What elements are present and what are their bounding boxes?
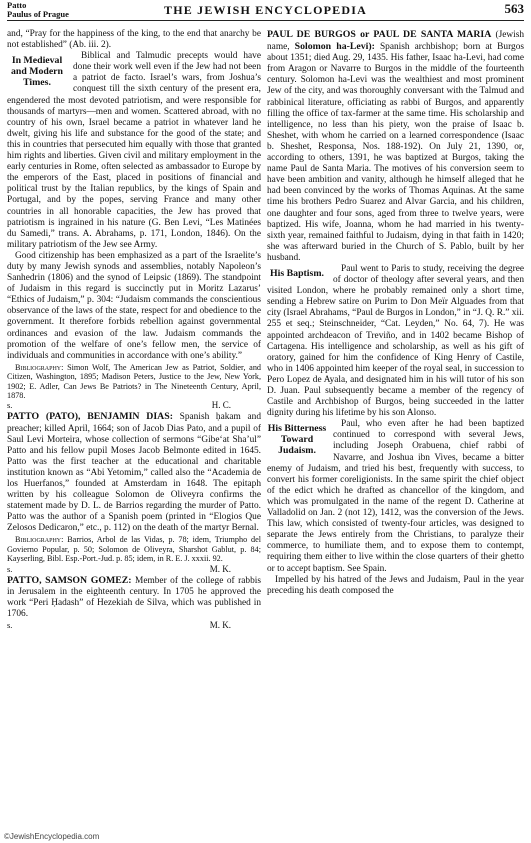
- patriotism-intro-paragraph: and, “Pray for the happiness of the king, to the end that anarchy be not established” (Ab. iii. 2).: [7, 29, 261, 51]
- right-column: [267, 29, 524, 631]
- signature-class: s.: [7, 400, 13, 411]
- page-number: 563: [504, 1, 524, 16]
- signature-class: s.: [7, 563, 13, 574]
- article-text: Spanish archbishop; born at Burgos about 1351; died Aug. 29, 1435. His father, Isaac ha-Levi, had come from Aragon or Navarre to Burgos in the middle of the fourteenth century. Solomon ha-Levi was the wealthiest and most prominent Jew of the city, and was thoroughly conversant with the Talmud and rabbinical literature, officiating as rabbi of Burgos, and apparently filling the office of tax-farmer at the same time. His scholarship and intelligence, no less than his piety, won the praise of Isaac b. Sheshet, with whom he carried on a learned correspondence (Isaac b. Sheshet, Responsa, Nos. 188-192). On July 21, 1390, or, according to others, 1391, he was baptized at Burgos, taking the name Paul de Santa Maria. The motives of his conversion seem to have been ambition and vanity, although he himself alleged that he had been convinced by the works of Thomas Aquinas. At the same time his brothers Pedro Suarez and Alvar Garcia, and his children, one daughter and four sons, aged from three to twelve years, were baptized. His wife, Joanna, whom he had married in his twenty-sixth year, remained faithful to Judaism, dying in that faith in 1420; she was afterward buried in the Church of S. Pablo, built by her husband.: [267, 42, 525, 263]
- side-heading-baptism: His Baptism.: [270, 267, 324, 279]
- jewish-name: Solomon ha-Levi):: [294, 41, 375, 53]
- signature-author: H. C.: [211, 400, 231, 411]
- bibliography-text: Simon Wolf, The American Jew as Patriot, Soldier, and Citizen, Washington, 1895; Madison Peters, Justice to the Jew, New York, 1902; E. Adler, Can Jews Be Patriots? in The Nineteenth Century, April, 1878.: [7, 362, 262, 401]
- paris-paragraph-text: Paul went to Paris to study, receiving the degree of doctor of theology after several years, and then visited London, where he probably remained only a short time, sending a Hebrew satire on Purim to Don Meïr Alguades from that city (Israel Abrahams, “Paul de Burgos in London,” in “J. Q. R.” xii. 255 et seq.; Steinschneider, “Cat. Leyden,” No. 64, 7). He was appointed archdeacon of Treviño, and in 1402 became Bishop of Cartagena. His intelligence and scholarship, as well as his gift of oratory, gained for him the confidence of King Henry of Castile, who in 1406 appointed him keeper of the royal seal, in succession to Pero Lopez de Ayala, and designated him in his will tutor of his son D. Juan. Paul subsequently became a member of the regency of Castile and Archbishop of Burgos, being succeeded in the latter dignity during his lifetime by his son Alonso.: [267, 263, 524, 419]
- running-head-last-entry: Paulus of Prague: [7, 8, 69, 19]
- bibliography-text: Barrios, Arbol de las Vidas, p. 78; idem, Triumpho del Govierno Popular, p. 50; Solomon de Oliveyra, Sharshot Gablut, p. 84; Kayserling, Bibl. Esp.-Port.-Jud. p. 85; idem, in R. E. J. xxxii. 92.: [7, 535, 261, 564]
- running-head-first-entry: Patto: [7, 0, 27, 10]
- bibliography-label: Bibliography:: [15, 535, 64, 545]
- patriotism-biblical-paragraph: [7, 51, 261, 251]
- signature-author: M. K.: [209, 620, 231, 631]
- bitterness-paragraph: [267, 419, 524, 574]
- biblical-paragraph-text: Biblical and Talmudic precepts would have done their work well even if the Jew had not been a patriot de facto. Israel’s wars, from Joshua’s conquest till the sixth century of the present era, engendered the most devoted patriotism, and were responsible for thousands of martyrs—men and women. Scattered abroad, with no country of his own, Israel became a patriot in whatever land he dwelt, giving his life and substance for the good of the state; and this in countries that persecuted him equally with those that granted him rights and liberties. Given civil and military employment in the early centuries in Rome, often selected as ambassador to Europe by the emperors of the East, placed in positions of financial and political trust by the Italian republics, by the kings of Spain and Portugal, and by the popes, serving France and many other countries in all honorable capacities, the Jew has proved that patriotism is ingrained in his nature (G. Ben Levi, “Les Matinées du Samedi,” trans. A. Abrahams, p. 171, London, 1846). On the military patriotism of the Jew see Army.: [7, 51, 261, 250]
- bibliography-label: Bibliography:: [15, 362, 64, 372]
- side-heading-medieval-modern: In Medieval and Modern Times.: [11, 55, 63, 89]
- signature-class: s.: [7, 620, 13, 631]
- paris-paragraph: [267, 264, 524, 419]
- bitterness-paragraph-text: Paul, who even after he had been baptized continued to correspond with several Jews, including Joseph Orabuena, chief rabbi of Navarre, and Joshua ibn Vives, became a bitter enemy of Judaism, and tried his best, frequently with success, to convert his former coreligionists. In the same spirit the chief object of the edict which he drafted as chancellor of the kingdom, and which was promulgated in the name of the regent D. Catherine at Valladolid on Jan. 2 (not 12), 1412, was the conversion of the Jews. This law, which consisted of twenty-four articles, was designed to separate the Jews entirely from the Christians, to paralyze their commerce, to humiliate them, and to expose them to contempt, requiring them either to live within the close quarters of their ghetto or to accept baptism. See Spain.: [267, 419, 524, 574]
- signature-author: M. K.: [209, 563, 231, 574]
- page-header: [7, 0, 524, 21]
- impelled-paragraph: Impelled by his hatred of the Jews and Judaism, Paul in the year preceding his death composed the: [267, 574, 524, 596]
- citizenship-paragraph: Good citizenship has been emphasized as a part of the Israelite’s duty by many Jewish synods and assemblies, notably Napoleon’s Sanhedrin (1806) and the synod of Leipsic (1869). The standpoint of Judaism in this regard is succinctly put in Moritz Lazarus’ “Ethics of Judaism,” p. 304: “Judaism commands the conscientious observance of the laws of the state, respect for and obedience to the government. It therefore forbids rebellion against governmental ordinances and evasion of the law. Judaism commands the promotion of the welfare of one’s fellow men, the service of individuals and communities in accordance with one’s ability.”: [7, 250, 261, 361]
- text-columns: [7, 29, 524, 631]
- left-column: [7, 29, 261, 631]
- article-title: PAUL DE BURGOS or PAUL DE SANTA MARIA: [267, 29, 492, 40]
- signature-patriotism: [7, 400, 261, 410]
- bibliography-patriotism: [7, 363, 261, 401]
- jewish-name-prefix: (Jewish name,: [267, 30, 524, 53]
- signature-patto-samson: [7, 620, 261, 630]
- article-text: Member of the college of rabbis in Jerusalem in the eighteenth century. In 1705 he approved the work “Peri Ḥadash” of Hezekiah de Silva, which was published in 1706.: [7, 575, 261, 619]
- side-heading-bitterness: His Bitterness Toward Judaism.: [267, 423, 327, 457]
- signature-patto-benjamin: [7, 564, 261, 574]
- article-title: PATTO, SAMSON GOMEZ:: [7, 574, 132, 586]
- article-text: Spanish ḥakam and preacher; killed April, 1664; son of Jacob Dias Pato, and a pupil of Saul Levi Morteira, whose collection of sermons “Gibe‘at Sha’ul” Patto and his fellow pupil Moses Jacob Belmonte edited in 1645. Patto was the first teacher at the educational and charitable institution known as “Abi Yetomim,” called also the “Academia de los Huerfanos,” founded at Amsterdam in 1648. The epitaph written by his colleague Solomon de Oliveyra confirms the statement made by D. L. de Barrios regarding the murder of Patto. Patto was the author of a Spanish poem (printed in “Elogios Que Zelosos Dedicaron,” etc., p. 112) on the death of the martyr Bernal.: [7, 412, 261, 534]
- article-title: PATTO (PATO), BENJAMIN DIAS:: [7, 411, 173, 423]
- article-patto-samson: [7, 575, 261, 620]
- publication-title: THE JEWISH ENCYCLOPEDIA: [164, 3, 367, 17]
- article-paul-de-burgos: [267, 29, 524, 264]
- site-credit: ©JewishEncyclopedia.com: [4, 832, 100, 841]
- article-patto-benjamin: [7, 411, 261, 534]
- bibliography-patto-benjamin: [7, 535, 261, 563]
